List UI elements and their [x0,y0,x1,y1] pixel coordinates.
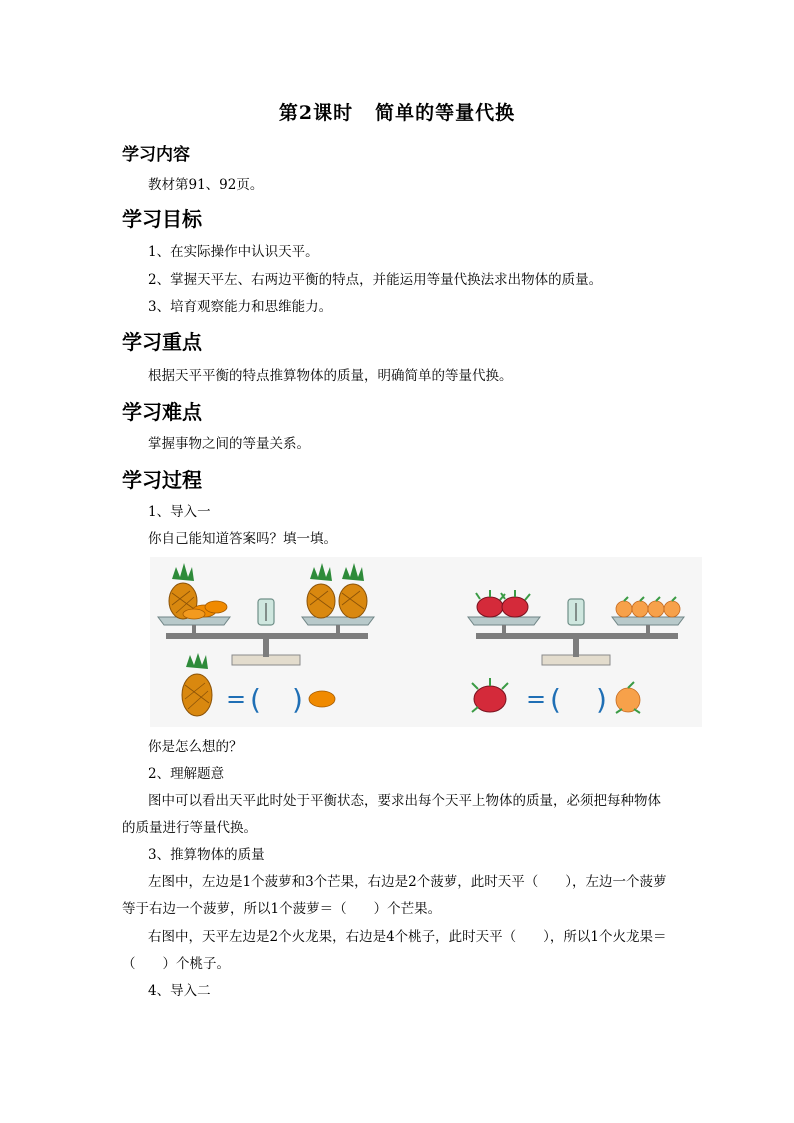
right-figure-text: 右图中，天平左边是2个火龙果，右边是4个桃子，此时天平（ ），所以1个火龙果＝ [148,929,667,945]
goal-item: 2、掌握天平左、右两边平衡的特点，并能运用等量代换法求出物体的质量。 [148,272,603,288]
mango-icon [205,601,227,613]
heading-process: 学习过程 [122,468,202,492]
peach-icon [632,597,648,617]
step2-label: 2、理解题意 [148,766,225,782]
goal-item: 3、培育观察能力和思维能力。 [148,299,333,315]
dragonfruit-icon [472,678,508,712]
lesson-number: 第2课时 [278,102,354,124]
lesson-topic: 简单的等量代换 [375,102,516,124]
step4-label: 4、导入二 [148,983,211,999]
scale-pan-right [612,617,684,625]
left-scale [158,563,374,716]
equals-sign: = [226,685,247,713]
open-bracket: ( [250,683,261,716]
step2-text: 图中可以看出天平此时处于平衡状态，要求出每个天平上物体的质量，必须把每种物体 [148,793,661,809]
equals-sign: = [526,685,547,713]
heading-key: 学习重点 [122,330,202,354]
right-scale [468,590,684,716]
scale-pan-right [302,617,374,625]
mango-icon [309,691,335,707]
step1-question: 你自己能知道答案吗？填一填。 [148,531,337,547]
scale-beam [476,633,678,639]
balance-illustration [150,557,702,727]
step3-label: 3、推算物体的质量 [148,847,265,863]
scale-post [573,639,579,657]
left-figure-text: 左图中，左边是1个菠萝和3个芒果，右边是2个菠萝，此时天平（ ），左边一个菠萝 [148,874,667,890]
balance-figure [150,557,702,727]
peach-icon [616,682,640,713]
scale-beam [166,633,368,639]
open-bracket: ( [550,683,561,716]
content-text: 教材第91、92页。 [148,177,264,193]
heading-goals: 学习目标 [122,207,202,231]
close-bracket: ) [596,683,607,716]
pineapple-icon [307,563,335,618]
mango-icon [183,609,205,619]
dragonfruit-icon [501,590,530,617]
difficulty-text: 掌握事物之间的等量关系。 [148,436,310,452]
peach-icon [648,597,664,617]
step1-label: 1、导入一 [148,504,211,520]
scale-post [263,639,269,657]
page-title [0,98,794,125]
right-figure-text: （ ）个桃子。 [122,956,230,972]
step2-text: 的质量进行等量代换。 [122,820,257,836]
pineapple-icon [339,563,367,618]
close-bracket: ) [292,683,303,716]
peach-icon [664,597,680,617]
heading-content: 学习内容 [122,145,190,165]
heading-difficulty: 学习难点 [122,400,202,424]
goal-item: 1、在实际操作中认识天平。 [148,244,319,260]
left-figure-text: 等于右边一个菠萝，所以1个菠萝＝（ ）个芒果。 [122,901,442,917]
key-text: 根据天平平衡的特点推算物体的质量，明确简单的等量代换。 [148,368,513,384]
peach-icon [616,597,632,617]
scale-pan-left [468,617,540,625]
pineapple-icon [182,653,212,716]
think-question: 你是怎么想的？ [148,739,243,755]
